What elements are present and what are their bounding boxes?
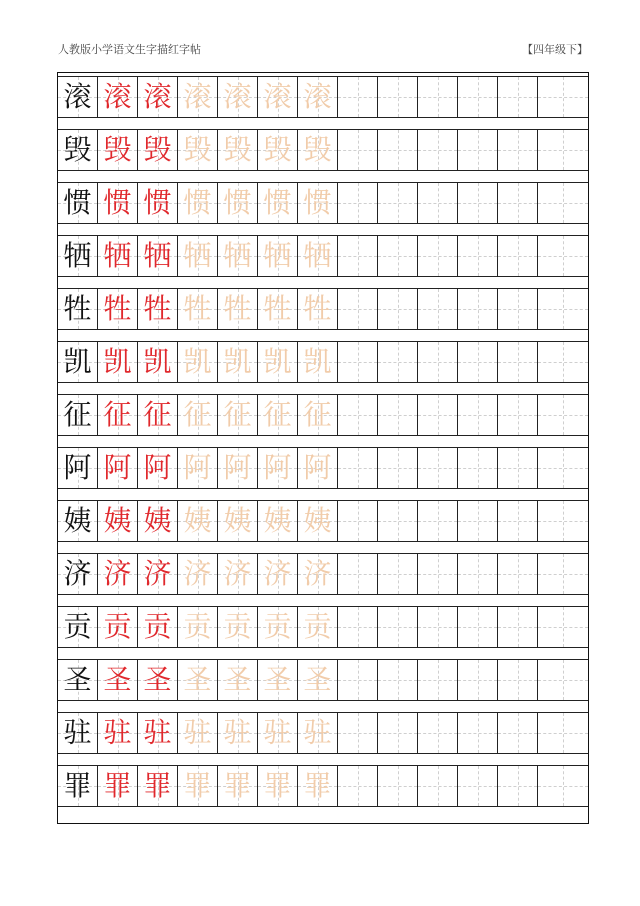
- model-character: 毁: [63, 133, 92, 166]
- red-character-cell: [138, 712, 178, 754]
- trace-character: 济: [183, 557, 212, 590]
- model-character: 济: [63, 557, 92, 590]
- red-character: 毁: [103, 133, 132, 166]
- model-character-cell: [58, 76, 98, 118]
- red-character-cell: [98, 765, 138, 807]
- trace-character-cell[interactable]: [258, 500, 298, 542]
- trace-character: 征: [183, 398, 212, 431]
- empty-practice-cell[interactable]: [418, 288, 458, 330]
- trace-character: 驻: [263, 716, 292, 749]
- empty-practice-cell[interactable]: [538, 235, 588, 277]
- empty-practice-cell[interactable]: [378, 606, 418, 648]
- trace-character-cell[interactable]: [298, 659, 338, 701]
- trace-character: 贡: [303, 610, 332, 643]
- empty-practice-cell[interactable]: [538, 182, 588, 224]
- practice-row: [58, 500, 588, 542]
- trace-character-cell[interactable]: [298, 129, 338, 171]
- empty-practice-cell[interactable]: [378, 341, 418, 383]
- red-character-cell: [138, 129, 178, 171]
- red-character-cell: [98, 500, 138, 542]
- model-character-cell: [58, 129, 98, 171]
- empty-practice-cell[interactable]: [338, 76, 378, 118]
- trace-character-cell[interactable]: [218, 659, 258, 701]
- practice-row: [58, 394, 588, 436]
- trace-character-cell[interactable]: [178, 394, 218, 436]
- empty-practice-cell[interactable]: [458, 553, 498, 595]
- trace-character: 罪: [223, 769, 252, 802]
- empty-practice-cell[interactable]: [418, 447, 458, 489]
- model-character-cell: [58, 288, 98, 330]
- trace-character-cell[interactable]: [258, 394, 298, 436]
- header-title: 人教版小学语文生字描红字帖: [58, 43, 201, 56]
- empty-practice-cell[interactable]: [418, 553, 458, 595]
- red-character-cell: [138, 500, 178, 542]
- empty-practice-cell[interactable]: [458, 341, 498, 383]
- trace-character: 凯: [303, 345, 332, 378]
- trace-character: 阿: [303, 451, 332, 484]
- red-character: 驻: [103, 716, 132, 749]
- practice-row: [58, 341, 588, 383]
- red-character: 凯: [143, 345, 172, 378]
- trace-character: 罪: [303, 769, 332, 802]
- empty-practice-cell[interactable]: [338, 712, 378, 754]
- trace-character: 牲: [303, 292, 332, 325]
- red-character-cell: [138, 288, 178, 330]
- trace-character-cell[interactable]: [178, 447, 218, 489]
- red-character: 滚: [143, 80, 172, 113]
- practice-row: [58, 606, 588, 648]
- red-character-cell: [98, 288, 138, 330]
- trace-character-cell[interactable]: [258, 659, 298, 701]
- empty-practice-cell[interactable]: [538, 659, 588, 701]
- trace-character: 征: [263, 398, 292, 431]
- empty-practice-cell[interactable]: [458, 235, 498, 277]
- model-character: 圣: [63, 663, 92, 696]
- trace-character: 毁: [303, 133, 332, 166]
- trace-character: 姨: [303, 504, 332, 537]
- model-character-cell: [58, 394, 98, 436]
- trace-character-cell[interactable]: [298, 341, 338, 383]
- red-character: 阿: [143, 451, 172, 484]
- empty-practice-cell[interactable]: [338, 553, 378, 595]
- trace-character: 惯: [223, 186, 252, 219]
- trace-character: 贡: [223, 610, 252, 643]
- trace-character: 姨: [223, 504, 252, 537]
- red-character: 贡: [103, 610, 132, 643]
- practice-row: [58, 659, 588, 701]
- red-character-cell: [98, 553, 138, 595]
- trace-character-cell[interactable]: [178, 606, 218, 648]
- empty-practice-cell[interactable]: [458, 288, 498, 330]
- red-character-cell: [98, 341, 138, 383]
- model-character-cell: [58, 235, 98, 277]
- red-character-cell: [138, 659, 178, 701]
- trace-character-cell[interactable]: [258, 129, 298, 171]
- trace-character: 征: [223, 398, 252, 431]
- trace-character: 牲: [183, 292, 212, 325]
- model-character: 阿: [63, 451, 92, 484]
- empty-practice-cell[interactable]: [498, 76, 538, 118]
- trace-character: 凯: [223, 345, 252, 378]
- red-character: 牲: [103, 292, 132, 325]
- trace-character-cell[interactable]: [218, 129, 258, 171]
- trace-character: 牺: [223, 239, 252, 272]
- empty-practice-cell[interactable]: [418, 341, 458, 383]
- trace-character-cell[interactable]: [258, 182, 298, 224]
- red-character-cell: [98, 606, 138, 648]
- red-character-cell: [138, 447, 178, 489]
- red-character: 贡: [143, 610, 172, 643]
- trace-character: 牺: [263, 239, 292, 272]
- empty-practice-cell[interactable]: [458, 182, 498, 224]
- trace-character: 毁: [263, 133, 292, 166]
- trace-character: 圣: [303, 663, 332, 696]
- empty-practice-cell[interactable]: [458, 394, 498, 436]
- trace-character: 毁: [223, 133, 252, 166]
- trace-character-cell[interactable]: [178, 76, 218, 118]
- red-character: 牲: [143, 292, 172, 325]
- model-character-cell: [58, 500, 98, 542]
- empty-practice-cell[interactable]: [418, 606, 458, 648]
- trace-character: 罪: [263, 769, 292, 802]
- trace-character-cell[interactable]: [218, 606, 258, 648]
- trace-character-cell[interactable]: [218, 553, 258, 595]
- red-character-cell: [98, 235, 138, 277]
- empty-practice-cell[interactable]: [338, 341, 378, 383]
- practice-row: [58, 553, 588, 595]
- trace-character: 凯: [263, 345, 292, 378]
- trace-character-cell[interactable]: [258, 553, 298, 595]
- trace-character-cell[interactable]: [298, 394, 338, 436]
- trace-character-cell[interactable]: [218, 447, 258, 489]
- model-character: 驻: [63, 716, 92, 749]
- empty-practice-cell[interactable]: [458, 712, 498, 754]
- empty-practice-cell[interactable]: [378, 394, 418, 436]
- trace-character: 驻: [223, 716, 252, 749]
- empty-practice-cell[interactable]: [498, 659, 538, 701]
- empty-practice-cell[interactable]: [418, 500, 458, 542]
- empty-practice-cell[interactable]: [338, 765, 378, 807]
- trace-character-cell[interactable]: [178, 712, 218, 754]
- practice-row: [58, 182, 588, 224]
- trace-character-cell[interactable]: [178, 288, 218, 330]
- red-character-cell: [98, 394, 138, 436]
- red-character-cell: [98, 129, 138, 171]
- trace-character: 圣: [263, 663, 292, 696]
- trace-character: 滚: [223, 80, 252, 113]
- empty-practice-cell[interactable]: [458, 765, 498, 807]
- model-character: 征: [63, 398, 92, 431]
- empty-practice-cell[interactable]: [498, 235, 538, 277]
- empty-practice-cell[interactable]: [498, 182, 538, 224]
- red-character: 惯: [143, 186, 172, 219]
- trace-character: 阿: [263, 451, 292, 484]
- model-character: 凯: [63, 345, 92, 378]
- empty-practice-cell[interactable]: [538, 500, 588, 542]
- trace-character-cell[interactable]: [298, 288, 338, 330]
- empty-practice-cell[interactable]: [458, 447, 498, 489]
- trace-character-cell[interactable]: [178, 659, 218, 701]
- red-character: 圣: [143, 663, 172, 696]
- red-character-cell: [98, 76, 138, 118]
- trace-character: 姨: [183, 504, 212, 537]
- trace-character-cell[interactable]: [258, 765, 298, 807]
- trace-character: 贡: [183, 610, 212, 643]
- trace-character: 毁: [183, 133, 212, 166]
- trace-character-cell[interactable]: [218, 235, 258, 277]
- red-character: 征: [143, 398, 172, 431]
- red-character: 罪: [103, 769, 132, 802]
- red-character-cell: [138, 553, 178, 595]
- empty-practice-cell[interactable]: [538, 288, 588, 330]
- empty-practice-cell[interactable]: [418, 712, 458, 754]
- empty-practice-cell[interactable]: [498, 341, 538, 383]
- trace-character-cell[interactable]: [178, 500, 218, 542]
- empty-practice-cell[interactable]: [458, 659, 498, 701]
- trace-character-cell[interactable]: [298, 182, 338, 224]
- trace-character-cell[interactable]: [298, 76, 338, 118]
- red-character-cell: [98, 182, 138, 224]
- trace-character: 惯: [303, 186, 332, 219]
- trace-character: 征: [303, 398, 332, 431]
- model-character: 牺: [63, 239, 92, 272]
- trace-character-cell[interactable]: [258, 235, 298, 277]
- trace-character: 牺: [183, 239, 212, 272]
- trace-character-cell[interactable]: [258, 288, 298, 330]
- red-character: 圣: [103, 663, 132, 696]
- red-character: 阿: [103, 451, 132, 484]
- trace-character-cell[interactable]: [298, 500, 338, 542]
- practice-row: [58, 288, 588, 330]
- red-character-cell: [98, 659, 138, 701]
- trace-character: 罪: [183, 769, 212, 802]
- empty-practice-cell[interactable]: [338, 500, 378, 542]
- trace-character-cell[interactable]: [298, 235, 338, 277]
- trace-character: 圣: [223, 663, 252, 696]
- trace-character: 济: [303, 557, 332, 590]
- empty-practice-cell[interactable]: [338, 447, 378, 489]
- red-character: 毁: [143, 133, 172, 166]
- red-character: 济: [103, 557, 132, 590]
- trace-character-cell[interactable]: [258, 76, 298, 118]
- empty-practice-cell[interactable]: [538, 765, 588, 807]
- empty-practice-cell[interactable]: [538, 447, 588, 489]
- trace-character-cell[interactable]: [178, 129, 218, 171]
- empty-practice-cell[interactable]: [498, 394, 538, 436]
- practice-row: [58, 129, 588, 171]
- practice-row: [58, 235, 588, 277]
- empty-practice-cell[interactable]: [418, 765, 458, 807]
- trace-character-cell[interactable]: [218, 500, 258, 542]
- trace-character: 济: [223, 557, 252, 590]
- empty-practice-cell[interactable]: [378, 129, 418, 171]
- red-character-cell: [138, 76, 178, 118]
- empty-practice-cell[interactable]: [458, 76, 498, 118]
- empty-practice-cell[interactable]: [378, 659, 418, 701]
- trace-character: 牲: [263, 292, 292, 325]
- empty-practice-cell[interactable]: [418, 182, 458, 224]
- model-character: 罪: [63, 769, 92, 802]
- trace-character: 姨: [263, 504, 292, 537]
- model-character-cell: [58, 712, 98, 754]
- empty-practice-cell[interactable]: [378, 553, 418, 595]
- trace-character-cell[interactable]: [218, 765, 258, 807]
- empty-practice-cell[interactable]: [338, 288, 378, 330]
- red-character: 滚: [103, 80, 132, 113]
- red-character-cell: [138, 394, 178, 436]
- trace-character-cell[interactable]: [218, 394, 258, 436]
- empty-practice-cell[interactable]: [418, 76, 458, 118]
- trace-character: 牺: [303, 239, 332, 272]
- practice-row: [58, 447, 588, 489]
- trace-character: 圣: [183, 663, 212, 696]
- empty-practice-cell[interactable]: [538, 341, 588, 383]
- trace-character-cell[interactable]: [298, 606, 338, 648]
- red-character-cell: [138, 341, 178, 383]
- trace-character: 驻: [183, 716, 212, 749]
- trace-character-cell[interactable]: [178, 235, 218, 277]
- red-character-cell: [138, 235, 178, 277]
- empty-practice-cell[interactable]: [338, 394, 378, 436]
- empty-practice-cell[interactable]: [338, 182, 378, 224]
- red-character: 济: [143, 557, 172, 590]
- empty-practice-cell[interactable]: [458, 500, 498, 542]
- empty-practice-cell[interactable]: [338, 235, 378, 277]
- trace-character-cell[interactable]: [178, 765, 218, 807]
- empty-practice-cell[interactable]: [538, 76, 588, 118]
- model-character-cell: [58, 659, 98, 701]
- empty-practice-cell[interactable]: [418, 394, 458, 436]
- trace-character-cell[interactable]: [298, 765, 338, 807]
- trace-character-cell[interactable]: [218, 182, 258, 224]
- trace-character: 驻: [303, 716, 332, 749]
- grade-label: 【四年级下】: [522, 43, 588, 56]
- empty-practice-cell[interactable]: [498, 712, 538, 754]
- empty-practice-cell[interactable]: [498, 447, 538, 489]
- practice-row: [58, 76, 588, 118]
- model-character: 滚: [63, 80, 92, 113]
- model-character-cell: [58, 606, 98, 648]
- empty-practice-cell[interactable]: [418, 235, 458, 277]
- trace-character: 阿: [223, 451, 252, 484]
- red-character: 牺: [143, 239, 172, 272]
- practice-sheet: [57, 72, 589, 824]
- practice-row: [58, 712, 588, 754]
- red-character: 惯: [103, 186, 132, 219]
- model-character-cell: [58, 447, 98, 489]
- trace-character: 牲: [223, 292, 252, 325]
- empty-practice-cell[interactable]: [378, 447, 418, 489]
- trace-character-cell[interactable]: [178, 182, 218, 224]
- empty-practice-cell[interactable]: [498, 553, 538, 595]
- trace-character-cell[interactable]: [178, 553, 218, 595]
- trace-character: 滚: [183, 80, 212, 113]
- empty-practice-cell[interactable]: [338, 129, 378, 171]
- red-character: 驻: [143, 716, 172, 749]
- empty-practice-cell[interactable]: [338, 606, 378, 648]
- trace-character-cell[interactable]: [218, 712, 258, 754]
- red-character: 罪: [143, 769, 172, 802]
- red-character: 牺: [103, 239, 132, 272]
- model-character: 贡: [63, 610, 92, 643]
- empty-practice-cell[interactable]: [458, 129, 498, 171]
- trace-character-cell[interactable]: [258, 712, 298, 754]
- red-character: 姨: [143, 504, 172, 537]
- trace-character: 滚: [263, 80, 292, 113]
- red-character: 征: [103, 398, 132, 431]
- trace-character: 惯: [183, 186, 212, 219]
- practice-row: [58, 765, 588, 807]
- trace-character-cell[interactable]: [218, 288, 258, 330]
- trace-character: 滚: [303, 80, 332, 113]
- model-character: 惯: [63, 186, 92, 219]
- empty-practice-cell[interactable]: [378, 765, 418, 807]
- model-character: 牲: [63, 292, 92, 325]
- trace-character-cell[interactable]: [258, 447, 298, 489]
- model-character: 姨: [63, 504, 92, 537]
- red-character: 姨: [103, 504, 132, 537]
- empty-practice-cell[interactable]: [378, 76, 418, 118]
- model-character-cell: [58, 341, 98, 383]
- empty-practice-cell[interactable]: [378, 500, 418, 542]
- empty-practice-cell[interactable]: [498, 500, 538, 542]
- red-character-cell: [98, 447, 138, 489]
- empty-practice-cell[interactable]: [378, 182, 418, 224]
- model-character-cell: [58, 182, 98, 224]
- empty-practice-cell[interactable]: [498, 129, 538, 171]
- trace-character: 阿: [183, 451, 212, 484]
- empty-practice-cell[interactable]: [378, 288, 418, 330]
- trace-character-cell[interactable]: [218, 341, 258, 383]
- red-character-cell: [138, 606, 178, 648]
- trace-character-cell[interactable]: [298, 447, 338, 489]
- trace-character-cell[interactable]: [218, 76, 258, 118]
- empty-practice-cell[interactable]: [498, 606, 538, 648]
- red-character-cell: [138, 182, 178, 224]
- empty-practice-cell[interactable]: [378, 712, 418, 754]
- empty-practice-cell[interactable]: [418, 129, 458, 171]
- empty-practice-cell[interactable]: [538, 606, 588, 648]
- trace-character-cell[interactable]: [298, 712, 338, 754]
- trace-character-cell[interactable]: [258, 606, 298, 648]
- trace-character: 济: [263, 557, 292, 590]
- empty-practice-cell[interactable]: [338, 659, 378, 701]
- model-character-cell: [58, 553, 98, 595]
- trace-character-cell[interactable]: [298, 553, 338, 595]
- model-character-cell: [58, 765, 98, 807]
- trace-character: 凯: [183, 345, 212, 378]
- empty-practice-cell[interactable]: [418, 659, 458, 701]
- empty-practice-cell[interactable]: [538, 712, 588, 754]
- red-character-cell: [98, 712, 138, 754]
- empty-practice-cell[interactable]: [538, 394, 588, 436]
- trace-character-cell[interactable]: [258, 341, 298, 383]
- trace-character-cell[interactable]: [178, 341, 218, 383]
- red-character-cell: [138, 765, 178, 807]
- trace-character: 贡: [263, 610, 292, 643]
- empty-practice-cell[interactable]: [458, 606, 498, 648]
- empty-practice-cell[interactable]: [538, 553, 588, 595]
- trace-character: 惯: [263, 186, 292, 219]
- empty-practice-cell[interactable]: [378, 235, 418, 277]
- empty-practice-cell[interactable]: [498, 765, 538, 807]
- red-character: 凯: [103, 345, 132, 378]
- empty-practice-cell[interactable]: [538, 129, 588, 171]
- empty-practice-cell[interactable]: [498, 288, 538, 330]
